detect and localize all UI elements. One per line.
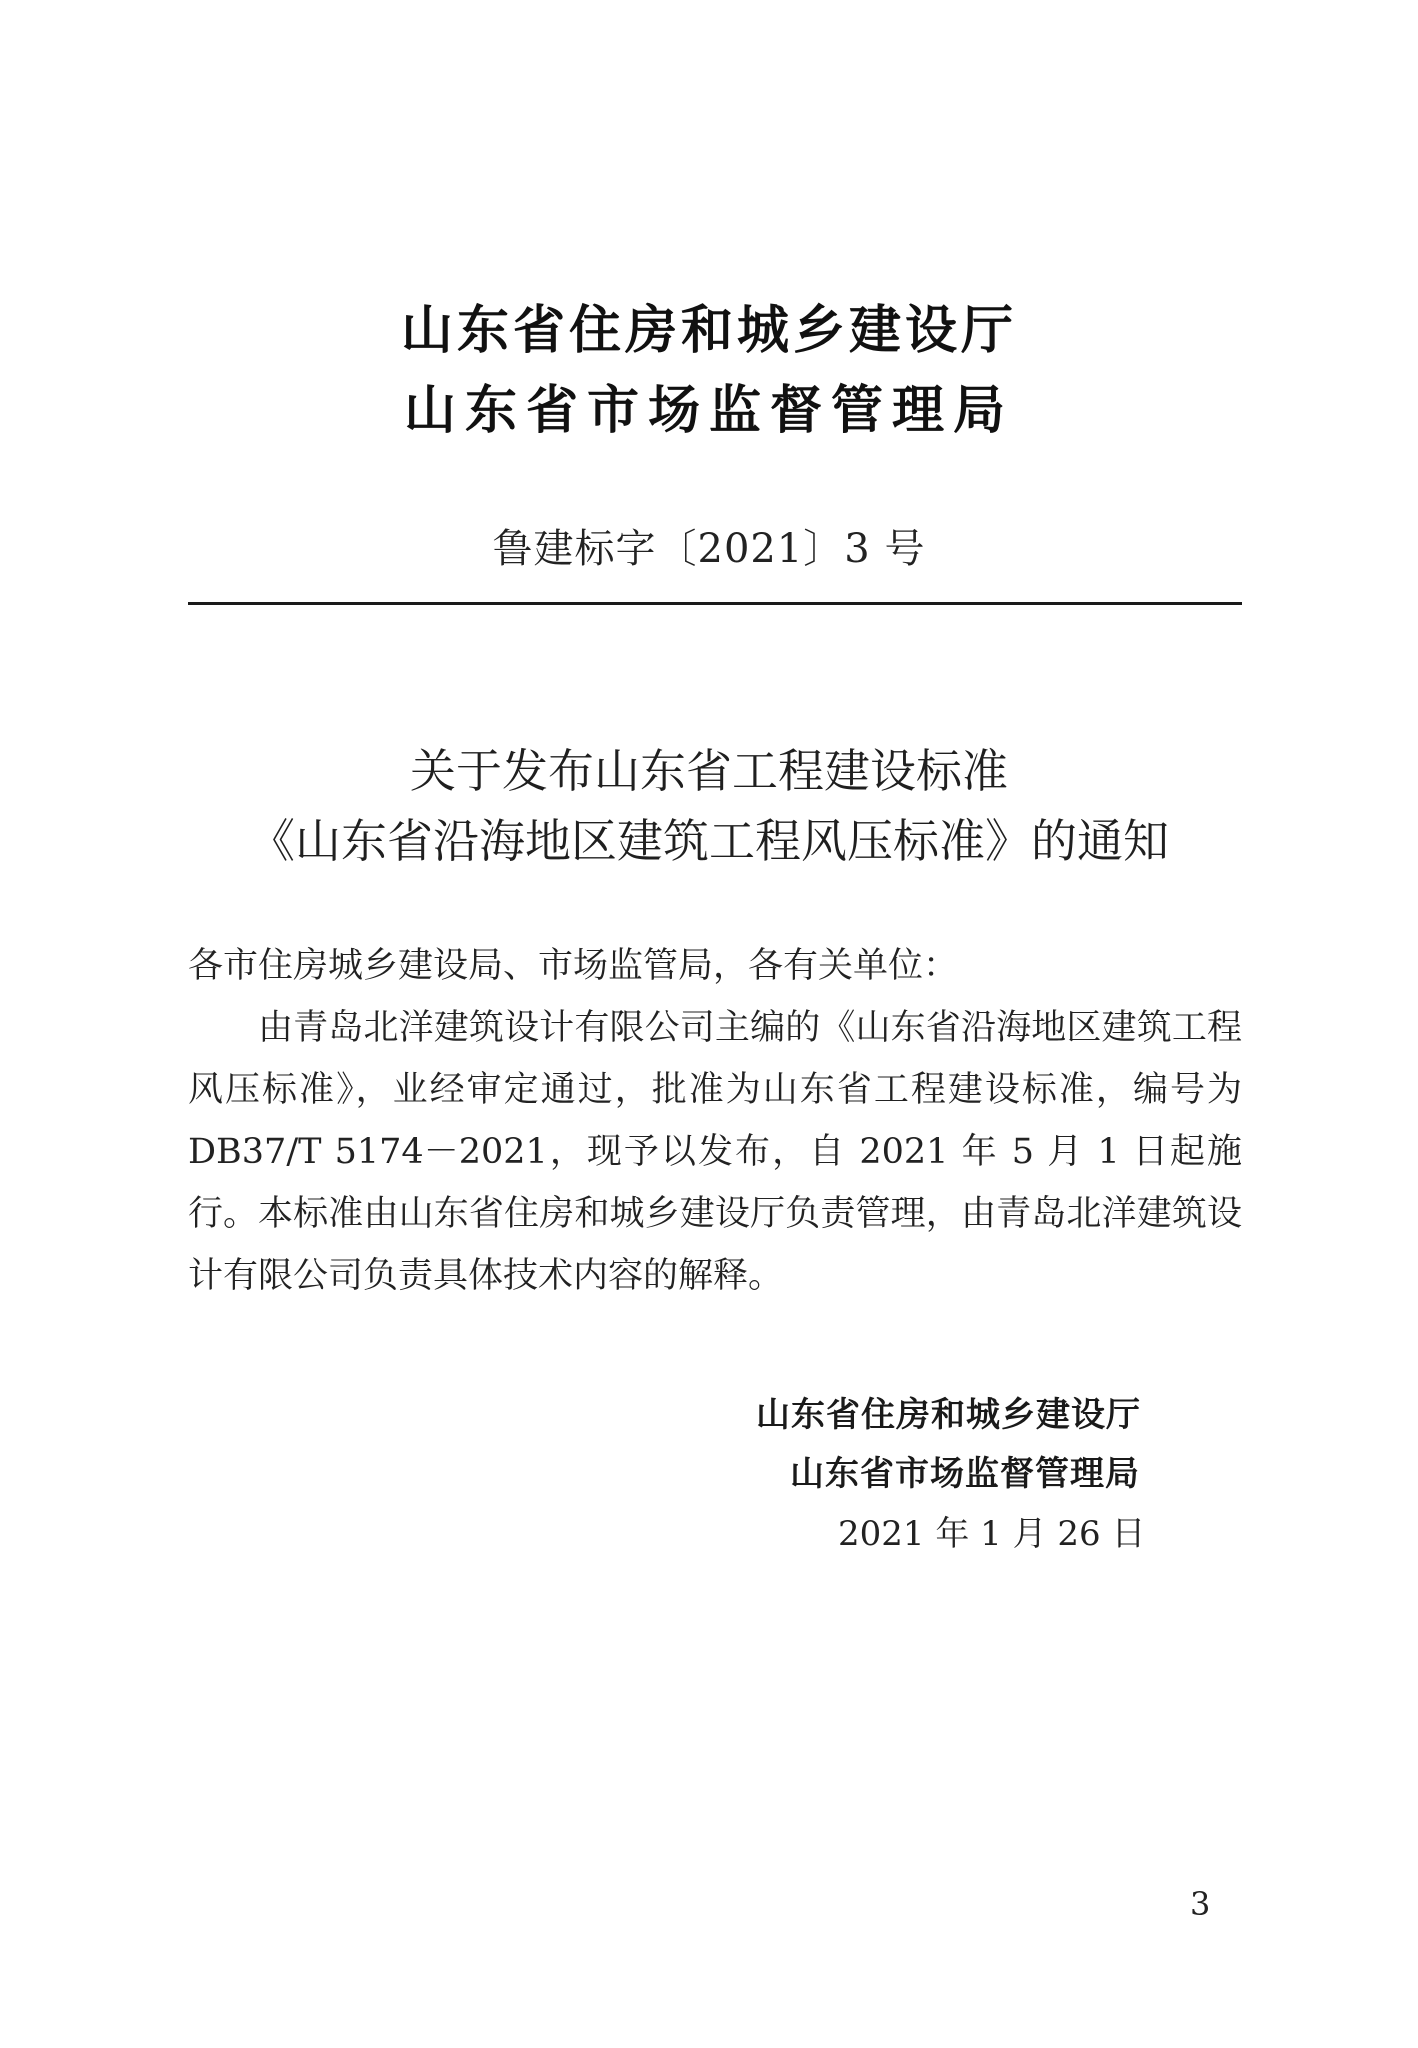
salutation: 各市住房城乡建设局、市场监管局，各有关单位： (188, 946, 959, 986)
signature-issuer-market-supervision: 山东省市场监督管理局 (790, 1454, 1140, 1494)
issuer-title-market-supervision: 山东省市场监督管理局 (403, 381, 1014, 441)
page-number: 3 (1190, 1885, 1211, 1923)
signature-issuer-housing-department: 山东省住房和城乡建设厅 (756, 1395, 1141, 1435)
notice-title-line-2: 《山东省沿海地区建筑工程风压标准》的通知 (249, 814, 1169, 868)
issuer-title-housing-department: 山东省住房和城乡建设厅 (400, 301, 1017, 361)
body-paragraph-1: 由青岛北洋建筑设计有限公司主编的《山东省沿海地区建筑工程风压标准》，业经审定通过，批准为山东省工程建设标准，编号为 DB37/T 5174－2021，现予以发布，自 2021 年 5 月 1 日起施行。 (188, 1008, 1242, 1234)
body-paragraph-2: 本标准由山东省住房和城乡建设厅负责管理，由青岛北洋建筑设计有限公司负责具体技术内容的解释。 (188, 1194, 1242, 1296)
signature-date: 2021 年 1 月 26 日 (838, 1514, 1146, 1554)
header-divider (188, 602, 1242, 605)
notice-title-line-1: 关于发布山东省工程建设标准 (410, 744, 1008, 798)
document-number: 鲁建标字〔2021〕3 号 (492, 526, 926, 572)
